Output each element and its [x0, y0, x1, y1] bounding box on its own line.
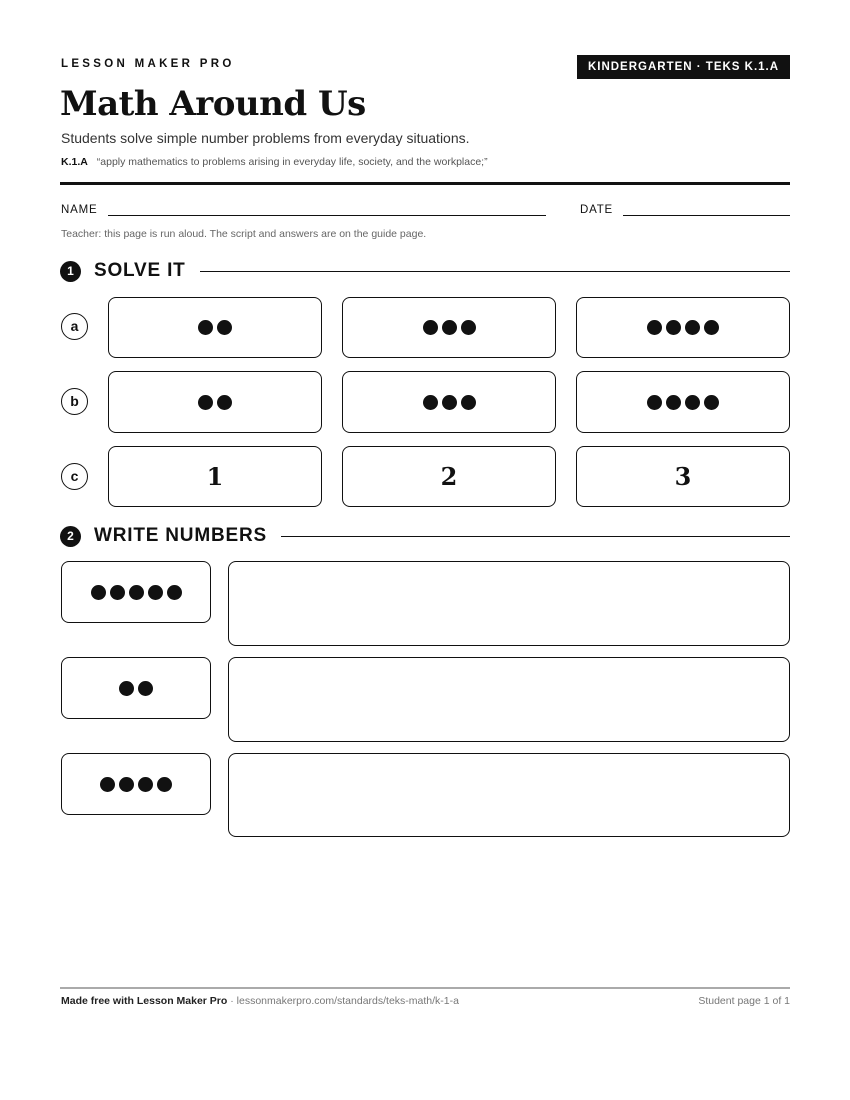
answer-box[interactable]	[228, 657, 790, 742]
dot-group	[198, 320, 232, 335]
section-number: 2	[60, 526, 81, 547]
section-rule	[200, 271, 790, 272]
numeral: 3	[674, 462, 692, 491]
footer-credit	[61, 995, 459, 1007]
dot-group	[100, 777, 172, 792]
section-title: WRITE NUMBERS	[94, 525, 267, 546]
date-field[interactable]	[623, 215, 790, 216]
section-title: SOLVE IT	[94, 260, 186, 281]
section-rule	[281, 536, 790, 537]
numeral: 2	[440, 462, 458, 491]
dot	[110, 585, 125, 600]
dot	[704, 320, 719, 335]
section-write-numbers-header	[60, 524, 790, 548]
solve-card[interactable]	[342, 446, 556, 507]
name-field[interactable]	[108, 215, 546, 216]
brand-name: LESSON MAKER PRO	[61, 58, 235, 70]
dot-card	[61, 561, 211, 623]
dot	[461, 320, 476, 335]
numeral: 1	[206, 462, 224, 491]
solve-card[interactable]	[108, 297, 322, 358]
dot-group	[119, 681, 153, 696]
dot	[685, 395, 700, 410]
section-solve-it-header	[60, 259, 790, 283]
date-label: DATE	[580, 204, 614, 216]
dot-group	[423, 395, 476, 410]
footer-made-with: Made free with Lesson Maker Pro	[61, 995, 228, 1007]
answer-box[interactable]	[228, 561, 790, 646]
dot	[148, 585, 163, 600]
dot	[100, 777, 115, 792]
dot	[129, 585, 144, 600]
dot	[442, 395, 457, 410]
dot	[198, 395, 213, 410]
dot	[138, 777, 153, 792]
dot	[704, 395, 719, 410]
dot	[119, 777, 134, 792]
dot	[157, 777, 172, 792]
dot	[423, 395, 438, 410]
dot	[217, 320, 232, 335]
standard-text: “apply mathematics to problems arising in everyday life, society, and the workplace;”	[96, 156, 488, 168]
dot	[666, 320, 681, 335]
dot-card	[61, 753, 211, 815]
dot-group	[647, 395, 719, 410]
dot	[423, 320, 438, 335]
solve-card[interactable]	[108, 446, 322, 507]
row-label-a: a	[61, 313, 88, 340]
row-label-b: b	[61, 388, 88, 415]
dot-card	[61, 657, 211, 719]
standard-statement	[61, 156, 488, 168]
solve-card[interactable]	[342, 371, 556, 433]
dot	[461, 395, 476, 410]
name-label: NAME	[61, 204, 98, 216]
dot	[138, 681, 153, 696]
dot	[198, 320, 213, 335]
section-number: 1	[60, 261, 81, 282]
solve-card[interactable]	[342, 297, 556, 358]
dot-group	[91, 585, 182, 600]
dot	[647, 395, 662, 410]
footer-url: · lessonmakerpro.com/standards/teks-math/k-1-a	[227, 995, 459, 1007]
solve-card[interactable]	[108, 371, 322, 433]
teacher-note: Teacher: this page is run aloud. The script and answers are on the guide page.	[61, 228, 427, 240]
dot-group	[647, 320, 719, 335]
dot-group	[198, 395, 232, 410]
footer-divider	[60, 987, 790, 989]
page-subtitle: Students solve simple number problems from everyday situations.	[61, 130, 470, 146]
dot-group	[423, 320, 476, 335]
dot	[666, 395, 681, 410]
footer-page-number: Student page 1 of 1	[698, 995, 790, 1007]
standard-code: K.1.A	[61, 156, 88, 168]
dot	[647, 320, 662, 335]
page-title: Math Around Us	[60, 84, 366, 124]
row-label-c: c	[61, 463, 88, 490]
solve-card[interactable]	[576, 297, 790, 358]
dot	[167, 585, 182, 600]
dot	[685, 320, 700, 335]
dot	[119, 681, 134, 696]
solve-card[interactable]	[576, 446, 790, 507]
dot	[217, 395, 232, 410]
grade-standard-badge: KINDERGARTEN · TEKS K.1.A	[577, 55, 790, 79]
header-divider	[60, 182, 790, 185]
dot	[91, 585, 106, 600]
answer-box[interactable]	[228, 753, 790, 837]
dot	[442, 320, 457, 335]
solve-card[interactable]	[576, 371, 790, 433]
